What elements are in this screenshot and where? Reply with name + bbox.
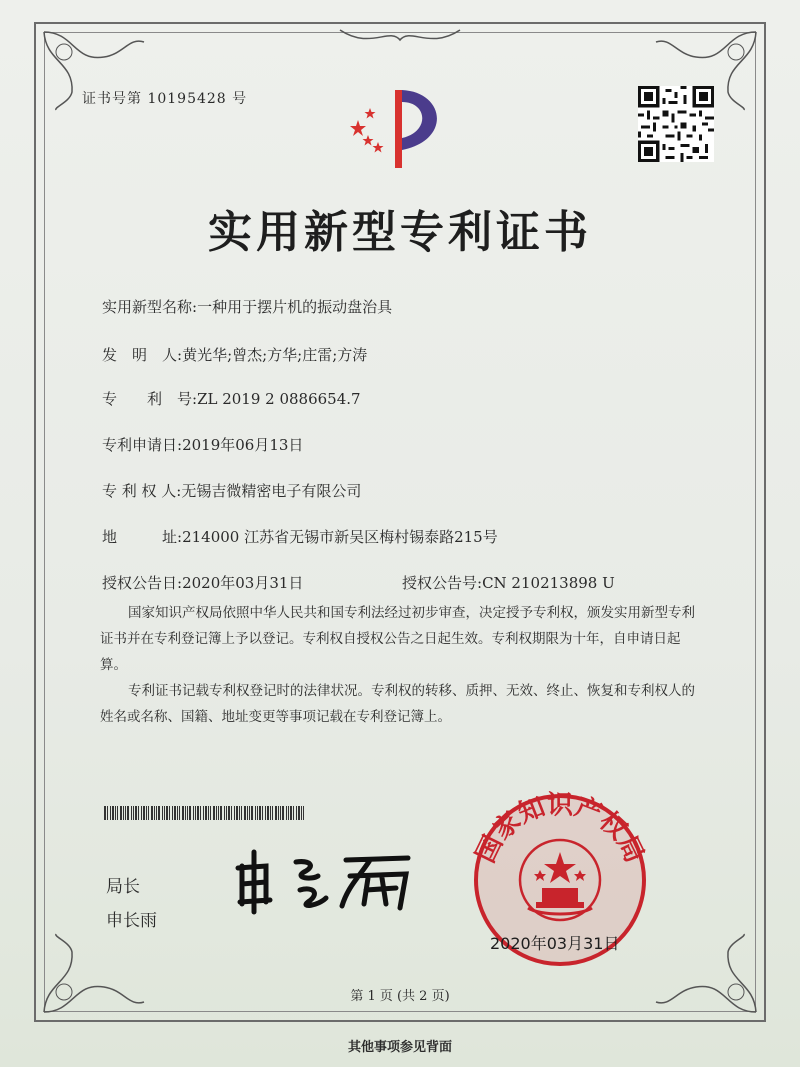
top-center-ornament [330, 22, 470, 52]
inventors-value: 黄光华;曾杰;方华;庄雷;方涛 [182, 346, 368, 364]
utility-model-name-label: 实用新型名称: [102, 298, 198, 316]
address-label: 地 址: [102, 528, 183, 546]
barcode-strip [104, 806, 304, 820]
certificate-number-prefix: 证书号第 [82, 91, 142, 107]
address-value: 214000 江苏省无锡市新吴区梅村锡泰路215号 [182, 528, 498, 546]
grant-number-label: 授权公告号: [402, 574, 483, 592]
back-side-note: 其他事项参见背面 [347, 1040, 452, 1055]
patent-office-emblem-icon [340, 80, 460, 180]
director-signature [230, 846, 420, 916]
inventors-label: 发 明 人: [102, 346, 183, 364]
patentee-label: 专 利 权 人: [102, 482, 182, 500]
field-grant-number [402, 572, 615, 593]
director-title: 局长 [106, 877, 140, 897]
certificate-number-value: 10195428 [147, 91, 227, 107]
grant-number-value: CN 210213898 U [482, 574, 615, 592]
director-name: 申长雨 [106, 911, 157, 931]
field-address [102, 526, 498, 547]
filing-date-label: 专利申请日: [102, 436, 183, 454]
field-grant-date [102, 572, 303, 593]
certificate-number [82, 88, 247, 108]
patent-number-label: 专 利 号: [102, 390, 198, 408]
seal-date: 2020年03月31日 [490, 934, 620, 953]
body-paragraph-2: 专利证书记载专利权登记时的法律状况。专利权的转移、质押、无效、终止、恢复和专利权人的姓名或名称、国籍、地址变更等事项记载在专利登记簿上。 [100, 683, 695, 725]
seal-text: 国家知识产权局 [470, 790, 650, 868]
grant-date-value: 2020年03月31日 [182, 574, 304, 592]
patentee-value: 无锡吉微精密电子有限公司 [181, 482, 362, 500]
patent-number-value: ZL 2019 2 0886654.7 [197, 390, 361, 408]
field-patent-number [102, 388, 361, 409]
body-paragraph-1: 国家知识产权局依照中华人民共和国专利法经过初步审查，决定授予专利权，颁发实用新型专利证书并在专利登记簿上予以登记。专利权自授权公告之日起生效。专利权期限为十年，自申请日起算。 [100, 605, 695, 673]
page-number: 第 1 页 (共 2 页) [350, 989, 450, 1004]
field-inventors [102, 344, 367, 365]
qr-code-icon [638, 86, 714, 162]
grant-date-label: 授权公告日: [102, 574, 183, 592]
certificate-number-suffix: 号 [232, 91, 248, 107]
utility-model-name-value: 一种用于摆片机的振动盘治具 [197, 298, 393, 316]
corner-ornament-bottom-left [34, 932, 154, 1022]
field-utility-model-name [102, 296, 392, 317]
field-patentee [102, 480, 361, 501]
field-filing-date [102, 434, 303, 455]
filing-date-value: 2019年06月13日 [182, 436, 304, 454]
corner-ornament-bottom-right [646, 932, 766, 1022]
certificate-title: 实用新型专利证书 [208, 207, 592, 258]
